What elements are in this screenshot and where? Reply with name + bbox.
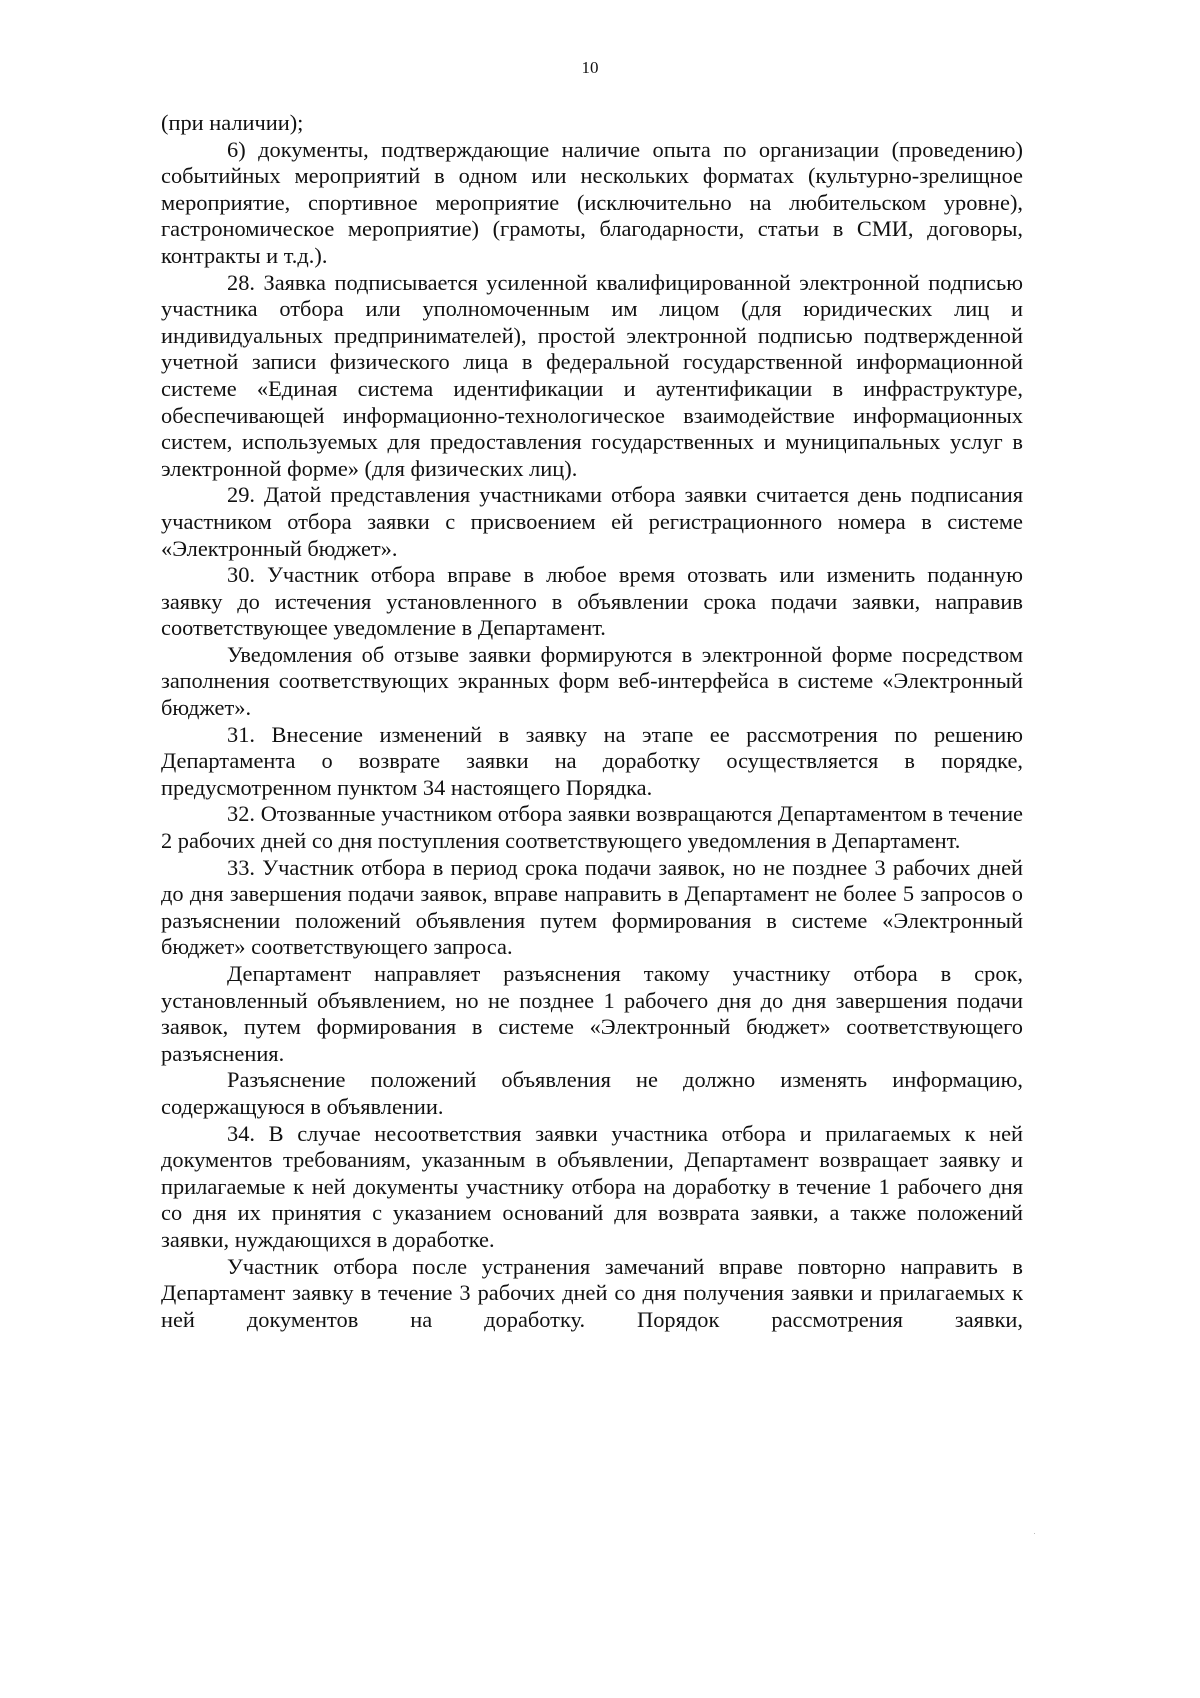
paragraph-30-notice: Уведомления об отзыве заявки формируются в электронной форме посредством заполнения соответствующих экранных форм веб-интерфейса в системе «Электронный бюджет». — [161, 641, 1023, 721]
paragraph-29: 29. Датой представления участниками отбора заявки считается день подписания участником отбора заявки с присвоением ей регистрационного номера в системе «Электронный бюджет». — [161, 482, 1023, 561]
scan-speck — [1034, 1533, 1035, 1534]
document-body — [161, 110, 1023, 1333]
page-number: 10 — [581, 58, 599, 77]
paragraph-32: 32. Отозванные участником отбора заявки возвращаются Департаментом в течение 2 рабочих дней со дня поступления соответствующего уведомления в Департамент. — [161, 801, 1023, 854]
paragraph-continuation: (при наличии); — [161, 110, 304, 135]
paragraph-33-response: Департамент направляет разъяснения такому участнику отбора в срок, установленный объявлением, но не позднее 1 рабочего дня до дня завершения подачи заявок, путем формирования в системе «Электронный бюджет» соответствующего разъяснения. — [161, 961, 1023, 1066]
paragraph-28: 28. Заявка подписывается усиленной квалифицированной электронной подписью участника отбора или уполномоченным им лицом (для юридических лиц и индивидуальных предпринимателей), простой электронной подписью подтвержденной учетной записи физического лица в федеральной государственной информационной системе «Единая система идентификации и аутентификации в инфраструктуре, обеспечивающей информационно-технологическое взаимодействие информационных систем, используемых для предоставления государственных и муниципальных услуг в электронной форме» (для физических лиц). — [161, 269, 1023, 481]
paragraph-30: 30. Участник отбора вправе в любое время отозвать или изменить поданную заявку до истечения установленного в объявлении срока подачи заявки, направив соответствующее уведомление в Департамент. — [161, 562, 1023, 641]
paragraph-33: 33. Участник отбора в период срока подачи заявок, но не позднее 3 рабочих дней до дня завершения подачи заявок, вправе направить в Департамент не более 5 запросов о разъяснении положений объявления путем формирования в системе «Электронный бюджет» соответствующего запроса. — [161, 854, 1023, 960]
paragraph-34: 34. В случае несоответствия заявки участника отбора и прилагаемых к ней документов требованиям, указанным в объявлении, Департамент возвращает заявку и прилагаемые к ней документы участнику отбора на доработку в течение 1 рабочего дня со дня их принятия с указанием оснований для возврата заявки, а также положений заявки, нуждающихся в доработке. — [161, 1120, 1023, 1252]
paragraph-33-clarification: Разъяснение положений объявления не должно изменять информацию, содержащуюся в объявлении. — [161, 1067, 1023, 1119]
paragraph-item-6: 6) документы, подтверждающие наличие опыта по организации (проведению) событийных мероприятий в одном или нескольких форматах (культурно-зрелищное мероприятие, спортивное мероприятие (исключительно на любительском уровне), гастрономическое мероприятие) (грамоты, благодарности, статьи в СМИ, договоры, контракты и т.д.). — [161, 136, 1023, 268]
paragraph-34-resubmission: Участник отбора после устранения замечаний вправе повторно направить в Департамент заявку в течение 3 рабочих дней со дня получения заявки и прилагаемых к ней документов на доработку. Порядок рассмотрения заявки, — [161, 1253, 1023, 1332]
paragraph-31: 31. Внесение изменений в заявку на этапе ее рассмотрения по решению Департамента о возврате заявки на доработку осуществляется в порядке, предусмотренном пунктом 34 настоящего Порядка. — [161, 721, 1023, 800]
